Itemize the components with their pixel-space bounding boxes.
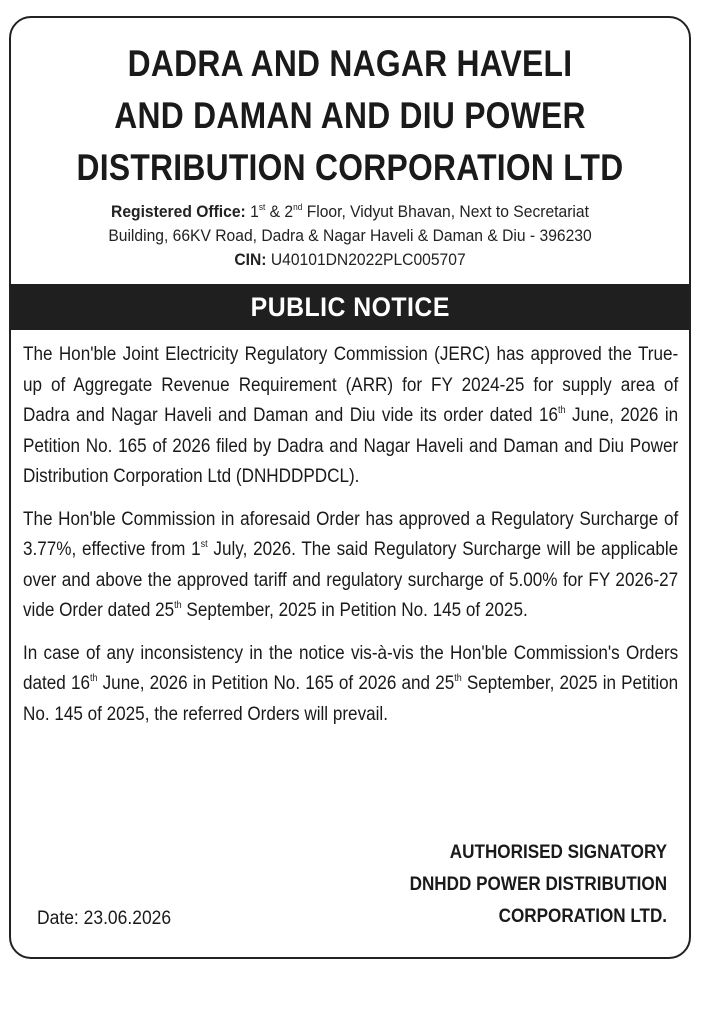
company-name	[58, 38, 641, 194]
signatory-line-2: DNHDD POWER DISTRIBUTION	[409, 874, 667, 895]
office-address-line-2: Building, 66KV Road, Dadra & Nagar Haveli & Daman & Diu - 396230	[108, 226, 592, 245]
p1-sup: th	[558, 405, 566, 416]
p3-text-a: In case of any inconsistency in the notice vis-à-vis the Hon'ble Commission's Orders dated 16	[23, 642, 679, 694]
paragraph-3	[23, 639, 678, 731]
cin-line	[38, 248, 662, 272]
company-name-line-2: AND DAMAN AND DIU POWER	[114, 95, 586, 136]
floor-second-suffix: nd	[293, 202, 303, 212]
authorised-signatory	[410, 837, 667, 933]
office-address-line-1	[38, 200, 662, 224]
notice-body	[11, 330, 689, 730]
floor-second: 2	[284, 202, 294, 221]
cin-label: CIN:	[234, 250, 267, 269]
company-name-line-1: DADRA AND NAGAR HAVELI	[127, 43, 573, 84]
notice-date: Date: 23.06.2026	[37, 908, 172, 929]
floor-first-suffix: st	[258, 202, 266, 212]
floor-first: 1	[250, 202, 259, 221]
p2-text-b: July, 2026. The said Regulatory Surcharge will be applicable over and above the approved tariff and regulatory surcharge of 5.00% for FY 2026-27 vide Order dated 25	[23, 539, 679, 621]
p2-sup-2: th	[174, 600, 182, 611]
company-name-line-3: DISTRIBUTION CORPORATION LTD	[76, 147, 624, 188]
p3-text-c: September, 2025 in Petition No. 145 of 2025, the referred Orders will prevail.	[23, 673, 679, 725]
p2-text-a: The Hon'ble Commission in aforesaid Order has approved a Regulatory Surcharge of 3.77%, effective from 1	[23, 508, 679, 560]
p2-sup-1: st	[200, 539, 208, 550]
p2-text-c: September, 2025 in Petition No. 145 of 2025.	[181, 600, 528, 621]
office-label: Registered Office:	[111, 202, 246, 221]
p3-sup-1: th	[89, 673, 98, 684]
cin-value: U40101DN2022PLC005707	[266, 250, 466, 269]
signatory-line-3: CORPORATION LTD.	[498, 906, 667, 927]
banner-title: PUBLIC NOTICE	[250, 292, 450, 322]
p1-text-b: June, 2026 in Petition No. 165 of 2026 filed by Dadra and Nagar Haveli and Daman and Diu Power Distribution Corporation Ltd (DNHDDPDCL).	[23, 405, 679, 487]
public-notice-box	[9, 16, 691, 959]
floor-amp: &	[265, 202, 285, 221]
p3-text-b: June, 2026 in Petition No. 165 of 2026 and 25	[97, 673, 455, 694]
signatory-line-1: AUTHORISED SIGNATORY	[449, 842, 667, 863]
address-line-1-rest: Floor, Vidyut Bhavan, Next to Secretariat	[302, 202, 589, 221]
public-notice-banner	[11, 284, 689, 330]
paragraph-2	[23, 505, 678, 627]
notice-footer	[11, 837, 689, 957]
p1-text-a: The Hon'ble Joint Electricity Regulatory Commission (JERC) has approved the True-up of Aggregate Revenue Requirement (ARR) for FY 2024-25 for supply area of Dadra and Nagar Haveli and Daman and Diu vide its order dated 16	[23, 344, 679, 426]
p3-sup-2: th	[454, 673, 462, 684]
registered-office	[38, 200, 662, 272]
paragraph-1	[23, 340, 678, 493]
